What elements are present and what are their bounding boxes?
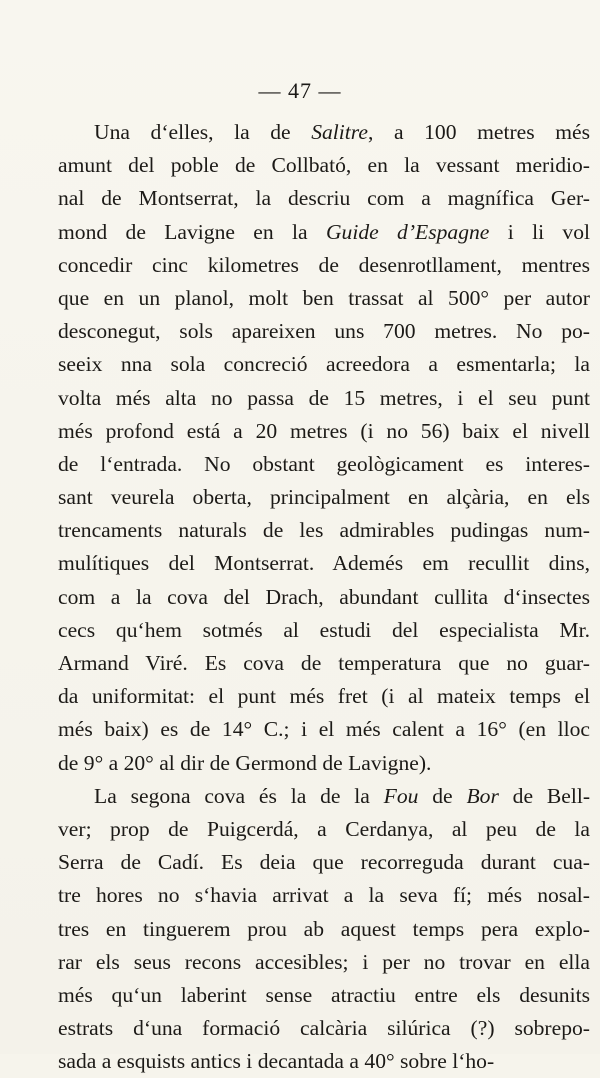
text-line: concedir cinc kilometres de desenrotllament, mentres [58, 252, 590, 277]
page-number: — 47 — [258, 78, 342, 103]
text-line: com a la cova del Drach, abundant cullita d‘insectes [58, 584, 590, 609]
text-line: de 9° a 20° al dir de Germond de Lavigne). [58, 750, 432, 775]
text-line: més baix) es de 14° C.; i el més calent a 16° (en lloc [58, 717, 590, 742]
text-line: mond de Lavigne en la Guide d’Espagne i li vol [58, 219, 590, 244]
text-line: desconegut, sols apareixen uns 700 metres. No po- [58, 319, 590, 344]
text-line: volta més alta no passa de 15 metres, i el seu punt [58, 385, 590, 410]
text-line: cecs qu‘hem sotmés al estudi del especialista Mr. [58, 617, 590, 642]
paragraph-2 [58, 780, 590, 1078]
text-line: sant veurela oberta, principalment en alçària, en els [58, 485, 590, 510]
text-line: més profond está a 20 metres (i no 56) baix el nivell [58, 418, 590, 443]
text-line: amunt del poble de Collbató, en la vessant meridio- [58, 153, 590, 178]
text-line: Serra de Cadí. Es deia que recorreguda durant cua- [58, 850, 590, 875]
text-line: ver; prop de Puigcerdá, a Cerdanya, al peu de la [58, 816, 590, 841]
text-line: rar els seus recons accesibles; i per no trovar en ella [58, 949, 590, 974]
paragraph-1 [58, 116, 590, 780]
text-line: Armand Viré. Es cova de temperatura que no guar- [58, 651, 590, 675]
text-line: La segona cova és la de la Fou de Bor de Bell- [94, 783, 591, 808]
text-line: sada a esquists antics i decantada a 40° sobre l‘ho- [58, 1049, 495, 1074]
text-line: mulítiques del Montserrat. Ademés em recullit dins, [58, 551, 590, 576]
text-line: estrats d‘una formació calcària silúrica (?) sobrepo- [58, 1016, 590, 1041]
text-line: més qu‘un laberint sense atractiu entre els desunits [58, 982, 590, 1007]
text-line: seeix nna sola concreció acreedora a esmentarla; la [58, 352, 590, 377]
text-line: que en un planol, molt ben trassat al 500° per autor [58, 285, 590, 310]
text-line: tres en tinguerem prou ab aquest temps pera explo- [58, 916, 590, 941]
text-line: da uniformitat: el punt més fret (i al mateix temps el [58, 684, 590, 709]
text-line: tre hores no s‘havia arrivat a la seva fí; més nosal- [58, 883, 590, 908]
text-line: Una d‘elles, la de Salitre, a 100 metres més [94, 120, 590, 144]
text-line: trencaments naturals de les admirables pudingas num- [58, 518, 590, 543]
text-line: nal de Montserrat, la descriu com a magnífica Ger- [58, 186, 590, 211]
text-line: de l‘entrada. No obstant geològicament es interes- [58, 451, 590, 476]
body-text [58, 116, 590, 1078]
